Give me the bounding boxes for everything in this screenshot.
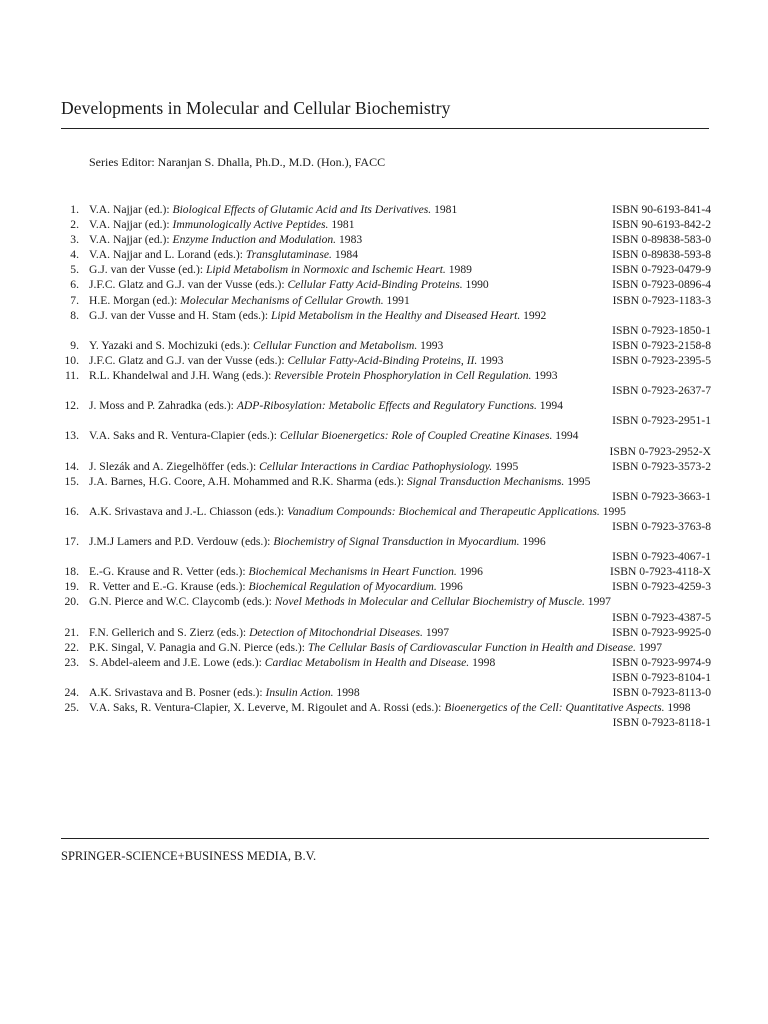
entry-authors: F.N. Gellerich and S. Zierz (eds.): [89, 625, 250, 639]
entry-isbn: ISBN 0-7923-2395-5 [612, 353, 711, 367]
entry-citation [89, 368, 711, 383]
entry-year: 1993 [477, 353, 504, 367]
entry-authors: J.F.C. Glatz and G.J. van der Vusse (eds.): [89, 353, 288, 367]
list-item [55, 655, 711, 685]
entry-citation [89, 700, 711, 730]
entry-authors: V.A. Najjar (ed.): [89, 233, 173, 247]
list-item [55, 685, 711, 700]
entry-title: Enzyme Induction and Modulation. [172, 233, 337, 247]
entry-title: The Cellular Basis of Cardiovascular Function in Health and Disease. [307, 640, 636, 654]
entry-isbn: ISBN 0-7923-2952-X [609, 444, 711, 458]
entry-year: 1993 [531, 369, 558, 383]
entry-year: 1981 [431, 203, 458, 216]
entry-number: 19. [64, 580, 79, 594]
list-item [55, 247, 711, 262]
entry-number: 18. [64, 565, 79, 579]
list-item [55, 293, 711, 308]
entry-citation [89, 594, 711, 609]
entry-isbn: ISBN 0-7923-1183-3 [612, 293, 711, 307]
series-editor: Series Editor: Naranjan S. Dhalla, Ph.D., M.D. (Hon.), FACC [89, 155, 386, 169]
entry-number: 25. [64, 701, 79, 715]
entry-title: Insulin Action. [265, 686, 334, 699]
entry-authors: G.J. van der Vusse (ed.): [89, 263, 206, 277]
entry-isbn: ISBN 0-7923-2951-1 [612, 414, 711, 428]
entry-authors: V.A. Najjar (ed.): [89, 203, 173, 216]
entry-title: Lipid Metabolism in the Healthy and Diseased Heart. [270, 308, 521, 322]
entry-authors: J. Moss and P. Zahradka (eds.): [89, 399, 237, 413]
entry-year: 1983 [336, 233, 363, 247]
entry-number: 4. [70, 248, 79, 262]
entry-authors: A.K. Srivastava and B. Posner (eds.): [89, 686, 266, 699]
list-item [55, 368, 711, 398]
entry-isbn: ISBN 0-7923-1850-1 [612, 323, 711, 337]
entry-title: Immunologically Active Peptides. [172, 218, 329, 232]
list-item [55, 338, 711, 353]
entry-title: Biological Effects of Glutamic Acid and Its Derivatives. [172, 203, 432, 216]
entry-isbn: ISBN 0-7923-4387-5 [612, 610, 711, 624]
entry-isbn: ISBN 0-7923-3573-2 [612, 459, 711, 473]
entry-year: 1997 [635, 640, 662, 654]
entry-year: 1992 [520, 308, 547, 322]
entry-number: 23. [64, 655, 79, 669]
entry-authors: S. Abdel-aleem and J.E. Lowe (eds.): [89, 655, 265, 669]
entry-citation [89, 504, 711, 519]
list-item [55, 625, 711, 640]
entry-authors: J.F.C. Glatz and G.J. van der Vusse (eds.): [89, 278, 288, 292]
entry-number: 12. [64, 399, 79, 413]
list-item [55, 534, 711, 564]
entry-title: Cardiac Metabolism in Health and Disease. [264, 655, 470, 669]
entry-authors: R.L. Khandelwal and J.H. Wang (eds.): [89, 369, 275, 383]
entry-authors: A.K. Srivastava and J.-L. Chiasson (eds.): [89, 504, 288, 518]
publisher: SPRINGER-SCIENCE+BUSINESS MEDIA, B.V. [61, 849, 317, 863]
entry-year: 1997 [584, 595, 611, 609]
entry-authors: R. Vetter and E.-G. Krause (eds.): [89, 580, 249, 594]
entry-isbn: ISBN 0-7923-9925-0 [612, 625, 711, 639]
entry-isbn: ISBN 0-7923-4259-3 [612, 580, 711, 594]
entry-authors: G.N. Pierce and W.C. Claycomb (eds.): [89, 595, 275, 609]
list-item [55, 262, 711, 277]
entry-number: 5. [70, 263, 79, 277]
entry-number: 6. [70, 278, 79, 292]
header-rule [61, 128, 709, 129]
entry-number: 10. [64, 353, 79, 367]
entry-title: Novel Methods in Molecular and Cellular Biochemistry of Muscle. [274, 595, 585, 609]
entry-authors: E.-G. Krause and R. Vetter (eds.): [89, 565, 249, 579]
entry-year: 1984 [331, 248, 359, 262]
entry-authors: V.A. Najjar and L. Lorand (eds.): [89, 248, 246, 262]
entry-year: 1998 [664, 701, 691, 715]
entry-title: Cellular Bioenergetics: Role of Coupled Creatine Kinases. [279, 429, 553, 443]
entry-citation [89, 428, 711, 443]
entry-title: Vanadium Compounds: Biochemical and Therapeutic Applications. [287, 504, 600, 518]
entry-authors: P.K. Singal, V. Panagia and G.N. Pierce (eds.): [89, 640, 308, 654]
entry-year: 1996 [519, 535, 546, 549]
entry-year: 1998 [469, 655, 496, 669]
entry-authors: V.A. Najjar (ed.): [89, 218, 173, 232]
entry-title: Bioenergetics of the Cell: Quantitative Aspects. [444, 701, 665, 715]
entry-citation [89, 398, 711, 413]
entry-number: 17. [64, 535, 79, 549]
entry-isbn: ISBN 0-7923-0479-9 [612, 263, 711, 277]
entry-title: Cellular Fatty Acid-Binding Proteins. [287, 278, 463, 292]
entry-authors: J.A. Barnes, H.G. Coore, A.H. Mohammed and R.K. Sharma (eds.): [89, 474, 407, 488]
entry-isbn: ISBN 0-89838-593-8 [612, 248, 711, 262]
entry-citation [89, 655, 711, 670]
entry-number: 15. [64, 474, 79, 488]
entry-year: 1996 [456, 565, 483, 579]
entry-title: Reversible Protein Phosphorylation in Cell Regulation. [274, 369, 532, 383]
entry-number: 13. [64, 429, 79, 443]
entry-citation [89, 308, 711, 323]
list-item [55, 504, 711, 534]
entry-title: Cellular Fatty-Acid-Binding Proteins, II. [287, 353, 478, 367]
entry-title: Molecular Mechanisms of Cellular Growth. [180, 293, 384, 307]
entry-isbn: ISBN 0-89838-583-0 [612, 233, 711, 247]
entry-year: 1995 [564, 474, 591, 488]
page-title: Developments in Molecular and Cellular Biochemistry [61, 98, 451, 118]
entry-isbn: ISBN 90-6193-842-2 [612, 218, 711, 232]
list-item [55, 308, 711, 338]
entry-isbn: ISBN 0-7923-3763-8 [612, 519, 711, 533]
entry-year: 1989 [445, 263, 472, 277]
entry-title: Signal Transduction Mechanisms. [406, 474, 565, 488]
entry-number: 2. [70, 218, 79, 232]
entry-number: 22. [64, 640, 79, 654]
entry-authors: J.M.J Lamers and P.D. Verdouw (eds.): [89, 535, 274, 549]
entry-title: Transglutaminase. [245, 248, 332, 262]
entry-title: Detection of Mitochondrial Diseases. [249, 625, 423, 639]
entry-citation [89, 534, 711, 549]
series-list [55, 202, 711, 730]
entry-year: 1994 [536, 399, 563, 413]
list-item [55, 459, 711, 474]
entry-number: 16. [64, 504, 79, 518]
entry-authors: V.A. Saks, R. Ventura-Clapier, X. Leverve, M. Rigoulet and A. Rossi (eds.): [89, 701, 445, 715]
entry-number: 14. [64, 459, 79, 473]
entry-year: 1993 [417, 338, 444, 352]
entry-isbn: ISBN 0-7923-2158-8 [612, 338, 711, 352]
entry-isbn: ISBN 0-7923-8104-1 [612, 670, 711, 684]
list-item [55, 202, 711, 217]
list-item [55, 217, 711, 232]
entry-isbn: ISBN 0-7923-9974-9 [612, 655, 711, 669]
footer-rule [61, 838, 709, 839]
entry-authors: Y. Yazaki and S. Mochizuki (eds.): [89, 338, 254, 352]
entry-year: 1995 [492, 459, 519, 473]
entry-year: 1997 [422, 625, 450, 639]
entry-number: 21. [64, 625, 79, 639]
entry-number: 3. [70, 233, 79, 247]
entry-isbn: ISBN 0-7923-3663-1 [612, 489, 711, 503]
entry-year: 1998 [333, 686, 360, 699]
list-item [55, 398, 711, 428]
entry-authors: V.A. Saks and R. Ventura-Clapier (eds.): [89, 429, 280, 443]
entry-title: Cellular Function and Metabolism. [253, 338, 418, 352]
list-item [55, 353, 711, 368]
entry-isbn: ISBN 90-6193-841-4 [612, 203, 711, 216]
entry-number: 8. [70, 308, 79, 322]
entry-number: 7. [70, 293, 79, 307]
entry-number: 11. [64, 369, 79, 383]
entry-isbn: ISBN 0-7923-4067-1 [612, 550, 711, 564]
entry-number: 9. [70, 338, 79, 352]
list-item [55, 277, 711, 292]
list-item [55, 594, 711, 624]
list-item [55, 474, 711, 504]
entry-isbn: ISBN 0-7923-8113-0 [612, 686, 711, 699]
entry-year: 1991 [383, 293, 410, 307]
entry-isbn: ISBN 0-7923-8118-1 [612, 716, 711, 730]
entry-year: 1994 [552, 429, 579, 443]
entry-year: 1990 [462, 278, 489, 292]
entry-authors: H.E. Morgan (ed.): [89, 293, 181, 307]
list-item [55, 579, 711, 594]
entry-isbn: ISBN 0-7923-2637-7 [612, 384, 711, 398]
entry-title: Biochemical Mechanisms in Heart Function. [248, 565, 457, 579]
entry-number: 20. [64, 595, 79, 609]
entry-year: 1981 [328, 218, 355, 232]
entry-title: Biochemical Regulation of Myocardium. [248, 580, 437, 594]
entry-number: 1. [70, 203, 79, 216]
entry-title: ADP-Ribosylation: Metabolic Effects and Regulatory Functions. [236, 399, 537, 413]
list-item [55, 428, 711, 458]
entry-authors: J. Slezák and A. Ziegelhöffer (eds.): [89, 459, 260, 473]
entry-title: Biochemistry of Signal Transduction in Myocardium. [273, 535, 520, 549]
entry-title: Lipid Metabolism in Normoxic and Ischemic Heart. [205, 263, 446, 277]
entry-isbn: ISBN 0-7923-4118-X [609, 565, 711, 579]
entry-isbn: ISBN 0-7923-0896-4 [612, 278, 711, 292]
entry-year: 1995 [599, 504, 626, 518]
entry-authors: G.J. van der Vusse and H. Stam (eds.): [89, 308, 271, 322]
entry-year: 1996 [436, 580, 463, 594]
list-item [55, 700, 711, 730]
entry-number: 24. [64, 686, 79, 699]
entry-citation [89, 474, 711, 489]
entry-title: Cellular Interactions in Cardiac Pathophysiology. [259, 459, 493, 473]
list-item [55, 564, 711, 579]
list-item [55, 232, 711, 247]
